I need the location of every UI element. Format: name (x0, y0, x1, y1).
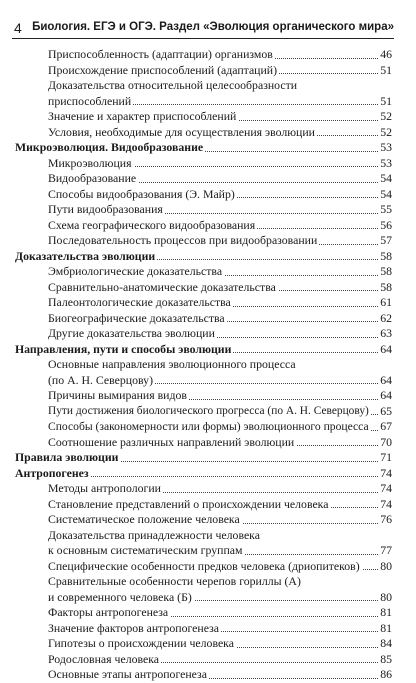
page-number: 4 (14, 20, 22, 36)
toc-entry (0, 636, 416, 652)
toc-entry-page: 53 (380, 155, 392, 170)
toc-entry-page: 80 (380, 558, 392, 573)
toc-entry-page: 86 (380, 667, 392, 681)
toc-entry-title: Становление представлений о происхождении человека (48, 496, 329, 511)
toc-entry-page: 74 (380, 496, 392, 511)
toc-entry (0, 63, 416, 79)
toc-entry-title: Биогеографические доказательства (48, 310, 225, 325)
toc-entry-title: к основным систематическим группам (48, 543, 243, 557)
toc-entry-title: Способы (закономерности или формы) эволюционного процесса (48, 420, 369, 433)
toc-entry (0, 497, 416, 513)
toc-entry-page: 53 (380, 140, 392, 154)
toc-entry (0, 388, 416, 404)
toc-entry-title: Другие доказательства эволюции (48, 326, 215, 340)
toc-entry-page: 63 (380, 326, 392, 340)
toc-entry (0, 559, 416, 575)
toc-entry-title: Сравнительно-анатомические доказательства (48, 279, 276, 294)
toc-entry-title: Основные этапы антропогенеза (48, 667, 207, 681)
toc-entry (0, 621, 416, 637)
toc-entry-title: Основные направления эволюционного процесса (48, 357, 296, 371)
toc-entry-title: Пути достижения биологического прогресса (по А. Н. Северцову) (48, 404, 371, 420)
toc-entry (0, 435, 416, 451)
toc-entry-title: Факторы антропогенеза (48, 605, 169, 619)
toc-entry (0, 125, 416, 141)
toc-entry-page: 52 (380, 109, 392, 123)
toc-entry-title: Доказательства относительной целесообразности (48, 78, 298, 92)
toc-entry-title: Пути видообразования (48, 202, 163, 216)
toc-entry-page: 84 (380, 636, 392, 650)
toc-entry-title: Сравнительные особенности черепов гориллы (А) (48, 574, 301, 588)
toc-entry-page: 58 (380, 264, 392, 278)
toc-entry (0, 264, 416, 280)
toc-entry-page: 57 (380, 233, 392, 247)
running-title: Биология. ЕГЭ и ОГЭ. Раздел «Эволюция органического мира» (32, 21, 394, 33)
toc-entry-page: 52 (380, 124, 392, 139)
toc-entry-page: 76 (380, 512, 392, 526)
toc-entry (0, 233, 416, 249)
toc-entry (0, 295, 416, 311)
toc-section-entry (0, 466, 416, 482)
toc-entry-page: 74 (380, 481, 392, 495)
toc-entry-title: Доказательства эволюции (15, 248, 156, 263)
toc-entry (0, 605, 416, 621)
toc-entry-title: Причины вымирания видов (48, 388, 187, 402)
toc-entry-page: 46 (380, 47, 392, 61)
toc-entry-title: Специфические особенности предков человека (дриопитеков) (48, 558, 360, 573)
toc-entry (0, 187, 416, 203)
toc-entry (0, 357, 416, 373)
toc-entry (0, 109, 416, 125)
toc-entry (0, 202, 416, 218)
toc-entry-title: Способы видообразования (Э. Майр) (48, 186, 235, 201)
toc-entry-title: приспособлений (48, 93, 132, 108)
toc-entry-page: 54 (380, 186, 392, 201)
toc-entry-title: Последовательность процессов при видообразовании (48, 233, 318, 247)
toc-entry-title: Палеонтологические доказательства (48, 295, 231, 309)
toc-entry-title: Соотношение различных направлений эволюции (48, 434, 295, 449)
toc-entry (0, 512, 416, 528)
toc-entry-page: 55 (380, 202, 392, 216)
toc-entry-title: Доказательства принадлежности человека (48, 527, 260, 542)
toc-entry-page: 54 (380, 171, 392, 185)
toc-entry-title: Микроэволюция (48, 155, 132, 170)
toc-section-entry (0, 249, 416, 265)
toc-entry-page: 71 (380, 450, 392, 464)
toc-entry (0, 373, 416, 389)
toc-entry-page: 67 (380, 419, 392, 433)
toc-entry (0, 667, 416, 683)
toc-entry-page: 64 (380, 388, 392, 402)
toc-entry (0, 590, 416, 606)
toc-entry-title: Гипотезы о происхождении человека (48, 636, 234, 650)
toc-entry-title: Значение и характер приспособлений (48, 109, 237, 123)
toc-entry (0, 543, 416, 559)
toc-entry-page: 61 (380, 295, 392, 309)
toc-entry-page: 51 (380, 93, 392, 108)
toc-section-entry (0, 450, 416, 466)
toc-entry-page: 56 (380, 217, 392, 232)
toc-entry-title: Методы антропологии (48, 481, 161, 495)
toc-entry-page: 70 (380, 434, 392, 449)
toc-entry (0, 574, 416, 590)
toc-entry-page: 64 (380, 341, 392, 356)
toc-entry (0, 280, 416, 296)
toc-entry-page: 64 (380, 372, 392, 387)
table-of-contents (0, 47, 416, 683)
toc-entry-title: Микроэволюция. Видообразование (15, 140, 204, 154)
toc-entry (0, 652, 416, 668)
toc-entry-title: Правила эволюции (15, 450, 119, 464)
toc-entry-title: Происхождение приспособлений (адаптаций) (48, 62, 278, 77)
page-header (0, 0, 416, 38)
toc-entry-page: 65 (380, 403, 392, 418)
toc-entry (0, 47, 416, 63)
toc-entry-page: 81 (380, 605, 392, 619)
toc-entry-title: (по А. Н. Северцову) (48, 372, 154, 387)
toc-entry (0, 94, 416, 110)
toc-entry (0, 171, 416, 187)
toc-entry-page: 80 (380, 589, 392, 604)
toc-entry-title: Значение факторов антропогенеза (48, 620, 220, 635)
toc-entry-page: 81 (380, 620, 392, 635)
toc-entry (0, 218, 416, 234)
toc-entry-page: 74 (380, 465, 392, 480)
toc-entry-title: Антропогенез (15, 465, 89, 480)
toc-entry-page: 77 (380, 543, 392, 557)
toc-entry (0, 481, 416, 497)
toc-entry (0, 419, 416, 435)
toc-entry-title: Эмбриологические доказательства (48, 264, 223, 278)
toc-entry (0, 326, 416, 342)
toc-entry-title: Условия, необходимые для осуществления эволюции (48, 124, 315, 139)
toc-entry (0, 311, 416, 327)
toc-entry-page: 51 (380, 62, 392, 77)
toc-entry-title: Направления, пути и способы эволюции (15, 341, 232, 356)
toc-entry-title: Родословная человека (48, 651, 160, 666)
toc-entry-page: 58 (380, 248, 392, 263)
toc-entry-page: 62 (380, 310, 392, 325)
toc-entry (0, 78, 416, 94)
toc-section-entry (0, 342, 416, 358)
toc-entry (0, 528, 416, 544)
toc-entry-title: Приспособленность (адаптации) организмов (48, 47, 273, 61)
toc-section-entry (0, 140, 416, 156)
toc-entry-title: Схема географического видообразования (48, 217, 256, 232)
header-rule (12, 38, 394, 39)
toc-entry (0, 156, 416, 172)
toc-entry-page: 85 (380, 651, 392, 666)
toc-entry-title: Видообразование (48, 171, 137, 185)
toc-entry-title: и современного человека (Б) (48, 589, 192, 604)
toc-entry (0, 404, 416, 420)
toc-entry-page: 58 (380, 279, 392, 294)
toc-entry-title: Систематическое положение человека (48, 512, 240, 526)
